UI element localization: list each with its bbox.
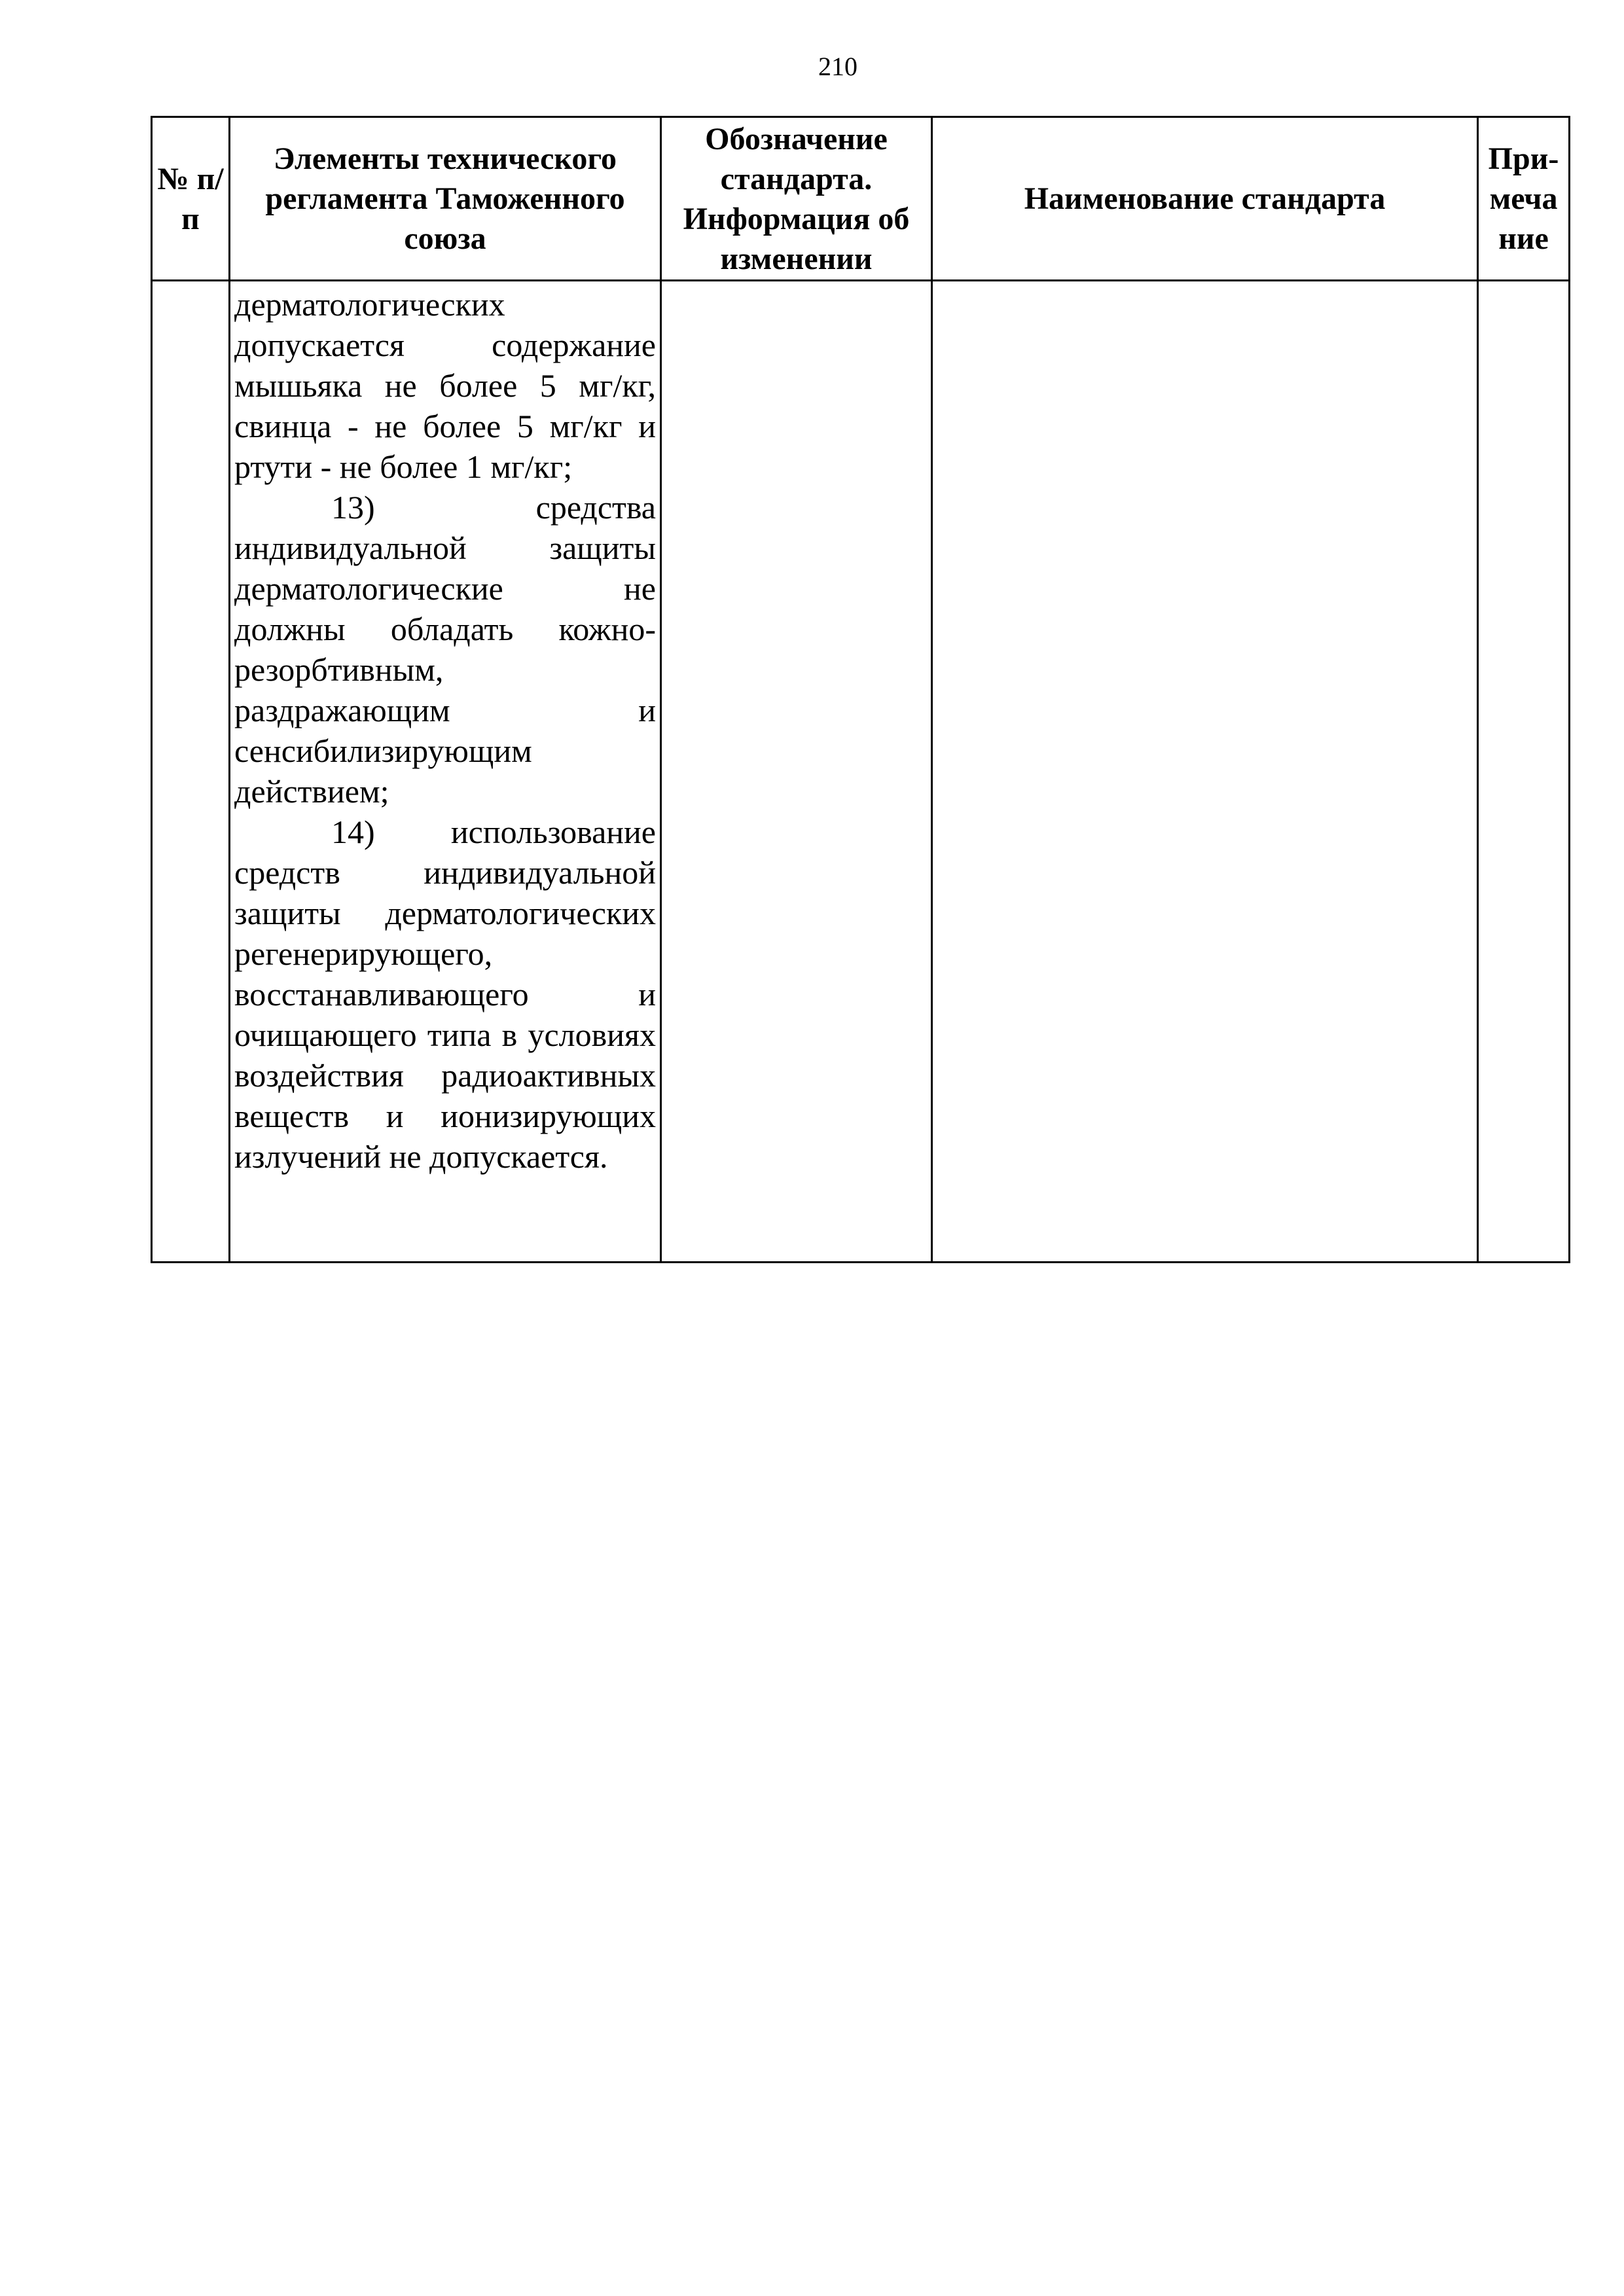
cell-note xyxy=(1478,281,1570,1263)
header-num: № п/п xyxy=(152,117,230,281)
cell-standard-name xyxy=(932,281,1478,1263)
header-standard-name: Наименование стандарта xyxy=(932,117,1478,281)
elements-paragraph: 13) средства индивидуальной защиты дерматологические не должны обладать кожно-резорбтивным, раздражающим и сенсибилизирующим действием; xyxy=(234,489,656,810)
elements-paragraph: 14) использование средств индивидуальной защиты дерматологических регенерирующего, восстанавливающего и очищающего типа в условиях воздействия радиоактивных веществ и ионизирующих излучений не допускается. xyxy=(234,814,656,1175)
table-header-row xyxy=(152,117,1570,281)
cell-designation xyxy=(661,281,932,1263)
elements-paragraph: дерматологических допускается содержание мышьяка не более 5 мг/кг, свинца - не более 5 мг/кг и ртути - не более 1 мг/кг; xyxy=(234,286,656,485)
page-number: 210 xyxy=(818,52,857,81)
header-note: При-меча ние xyxy=(1478,117,1570,281)
header-elements: Элементы технического регламента Таможенного союза xyxy=(230,117,661,281)
cell-num xyxy=(152,281,230,1263)
table-row xyxy=(152,281,1570,1263)
header-designation: Обозначение стандарта. Информация об изменении xyxy=(661,117,932,281)
standards-table xyxy=(151,116,1570,1263)
cell-elements xyxy=(230,281,661,1263)
